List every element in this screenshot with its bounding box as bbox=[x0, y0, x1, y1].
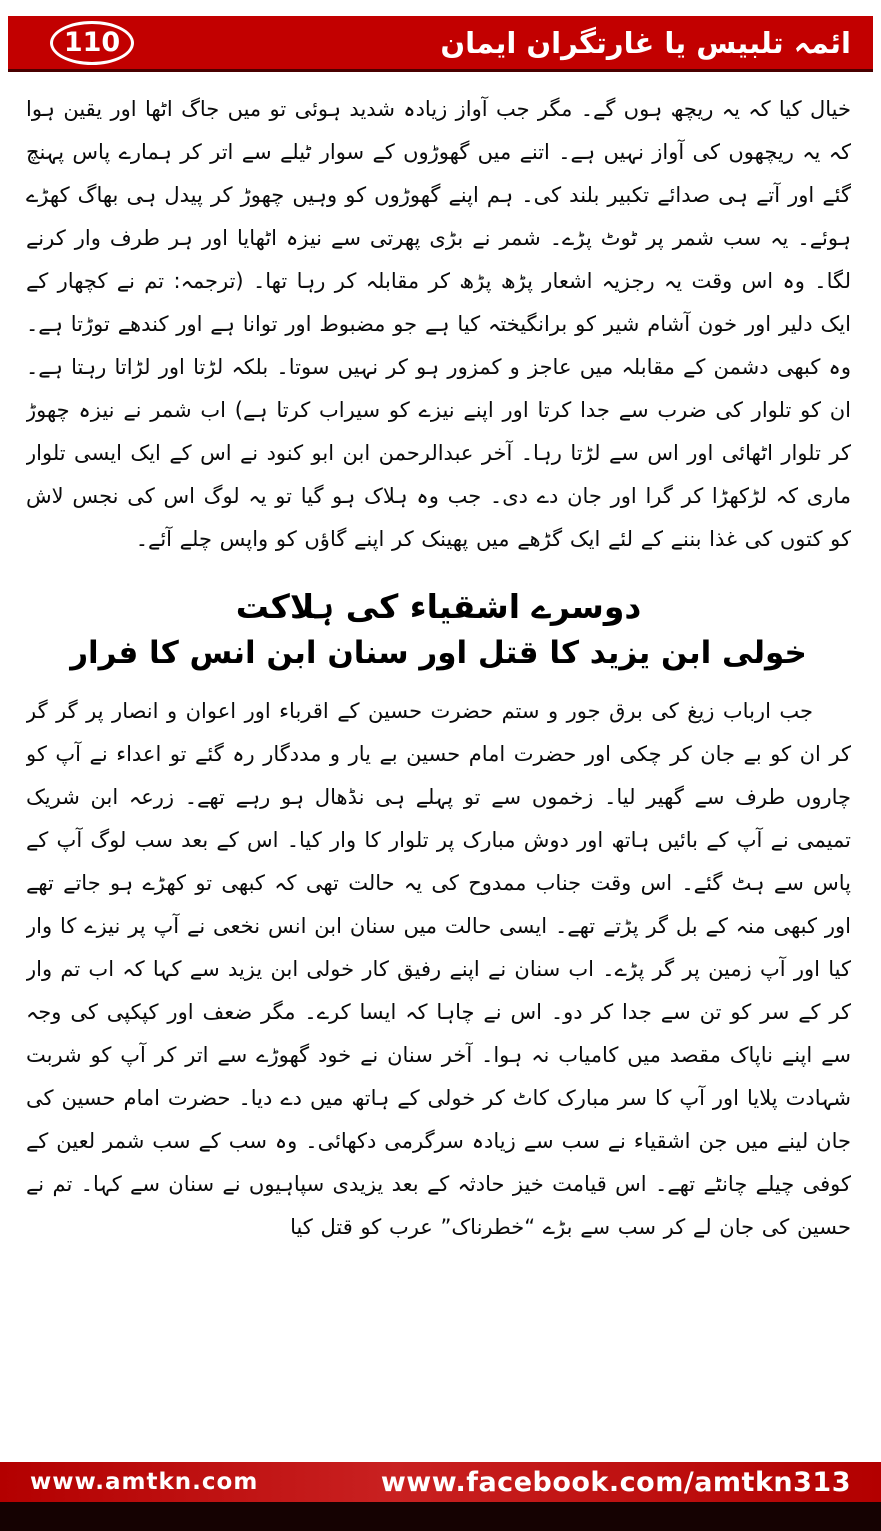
facebook-url: www.facebook.com/amtkn313 bbox=[380, 1466, 851, 1498]
section-heading-main: دوسرے اشقیاء کی ہلاکت bbox=[235, 587, 642, 626]
page-number-badge bbox=[50, 21, 134, 65]
section-paragraph: جب ارباب زیغ کی برق جور و ستم حضرت حسین کے اقرباء اور اعوان و انصار پر گر گر کر ان کو بے جان کر چکی اور حضرت امام حسین بے یار و مددگار رہ گئے تو اعداء نے آپ کو چاروں طرف سے گھیر لیا۔ زخموں سے تو پہلے ہی نڈھال ہو رہے تھے۔ زرعہ ابن شریک تمیمی نے آپ کے بائیں ہاتھ اور دوش مبارک پر تلوار کا وار کیا۔ اس کے بعد سب لوگ آپ کے پاس سے ہٹ گئے۔ اس وقت جناب ممدوح کی یہ حالت تھی کہ کبھی تو کھڑے ہو جاتے تھے اور کبھی منہ کے بل گر پڑتے تھے۔ ایسی حالت میں سنان ابن انس نخعی نے آپ پر نیزے کا وار کیا اور آپ زمین پر گر پڑے۔ اب سنان نے اپنے رفیق کار خولی ابن یزید سے کہا کہ اب تم وار کر کے سر کو تن سے جدا کر دو۔ اس نے چاہا کہ ایسا کرے۔ مگر ضعف اور کپکپی کی وجہ سے اپنے ناپاک مقصد میں کامیاب نہ ہوا۔ آخر سنان نے خود گھوڑے سے اتر کر آپ کو شربت شہادت پلایا اور آپ کا سر مبارک کاٹ کر خولی کے ہاتھ میں دے دیا۔ حضرت امام حسین کی جان لینے میں جن اشقیاء نے سب سے زیادہ سرگرمی دکھائی۔ وہ سب کے سب شمر لعین کے کوفی چیلے چانٹے تھے۔ اس قیامت خیز حادثہ کے بعد یزیدی سپاہیوں نے سنان سے کہا۔ تم نے حسین کی جان لے کر سب سے بڑے “خطرناک” عرب کو قتل کیا bbox=[26, 698, 851, 1239]
website-url: www.amtkn.com bbox=[30, 1469, 259, 1495]
header-bar bbox=[8, 16, 873, 72]
paragraph-continuation: خیال کیا کہ یہ ریچھ ہوں گے۔ مگر جب آواز زیادہ شدید ہوئی تو میں جاگ اٹھا اور یقین ہوا کہ یہ ریچھوں کی آواز نہیں ہے۔ اتنے میں گھوڑوں کے سوار ٹیلے سے اتر کر ہمارے پاس پہنچ گئے اور آتے ہی صدائے تکبیر بلند کی۔ ہم اپنے گھوڑوں کو وہیں چھوڑ کر پیدل ہی بھاگ کھڑے ہوئے۔ یہ سب شمر پر ٹوٹ پڑے۔ شمر نے بڑی پھرتی سے نیزہ اٹھایا اور ہر طرف وار کرنے لگا۔ وہ اس وقت یہ رجزیہ اشعار پڑھ پڑھ کر مقابلہ کر رہا تھا۔ (ترجمہ: تم نے کچھار کے ایک دلیر اور خون آشام شیر کو برانگیختہ کیا ہے جو مضبوط اور توانا ہے اور کندھے توڑتا ہے۔ وہ کبھی دشمن کے مقابلہ میں عاجز و کمزور ہو کر نہیں سوتا۔ بلکہ لڑتا اور لڑاتا رہتا ہے۔ ان کو تلوار کی ضرب سے جدا کرتا اور اپنے نیزے کو سیراب کرتا ہے) اب شمر نے نیزہ چھوڑ کر تلوار اٹھائی اور اس سے لڑتا رہا۔ آخر عبدالرحمن ابن ابو کنود نے اس کے ایک ایسی تلوار ماری کہ لڑکھڑا کر گرا اور جان دے دی۔ جب وہ ہلاک ہو گیا تو یہ لوگ اس کی نجس لاش کو کتوں کی غذا بننے کے لئے ایک گڑھے میں پھینک کر اپنے گاؤں کو واپس چلے آئے۔ bbox=[26, 97, 851, 551]
bottom-strip bbox=[0, 1502, 881, 1531]
section-heading-sub: خولی ابن یزید کا قتل اور سنان ابن انس کا فرار bbox=[70, 634, 807, 671]
footer-bar bbox=[0, 1462, 881, 1502]
book-title: ائمہ تلبیس یا غارتگران ایمان bbox=[440, 25, 851, 60]
page-number: 110 bbox=[63, 27, 121, 58]
page-body bbox=[26, 88, 851, 1451]
